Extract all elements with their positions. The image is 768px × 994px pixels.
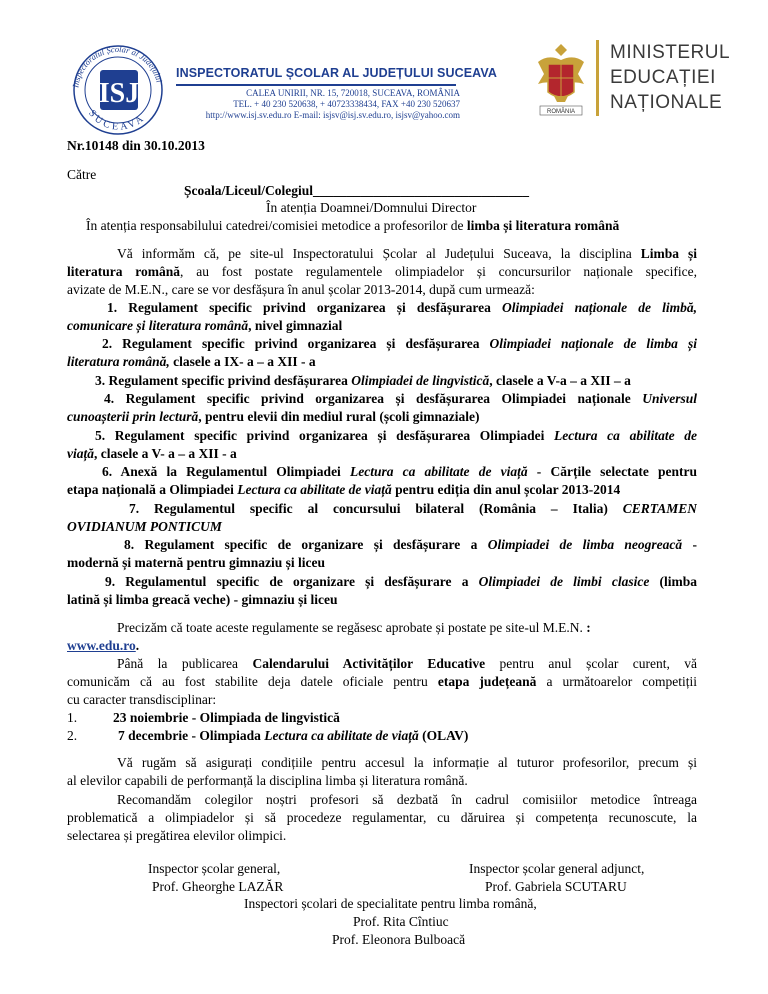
paragraph-line: al elevilor capabili de performanță la disciplina limba și literatura română. <box>67 773 468 788</box>
competition-number: 1. <box>67 710 78 725</box>
recipient-label: Către <box>67 167 97 182</box>
paragraph-line: Recomandăm colegilor noștri profesori să dezbată în cadrul comisiilor metodice întreaga <box>117 792 697 807</box>
header-web: http://www.isj.sv.edu.ro E-mail: isjsv@isj.sv.edu.ro, isjsv@yahoo.com <box>205 110 460 120</box>
paragraph-line: Precizăm că toate aceste regulamente se regăsesc aprobate și postate pe site-ul M.E.N. : <box>117 620 591 635</box>
regulation-item: 2. Regulament specific privind organizarea și desfășurarea Olimpiadei naționale de limba și <box>102 336 697 351</box>
svg-text:Inspectoratul Școlar al Județu: Inspectoratul Școlar al Județului <box>70 43 165 89</box>
signature-left-name: Prof. Gheorghe LAZĂR <box>152 879 284 894</box>
paragraph-line: www.edu.ro. <box>67 638 140 653</box>
regulation-item: literatura română, clasele a IX- a – a XII - a <box>67 354 316 369</box>
svg-text:ROMÂNIA: ROMÂNIA <box>546 109 576 115</box>
ministry-accent-bar <box>596 40 599 116</box>
regulation-item: 9. Regulamentul specific de organizare și desfășurare a Olimpiadei de limbi clasice (limba <box>105 574 697 589</box>
signature-specialty-title: Inspectori școlari de specialitate pentru limba română, <box>244 896 537 911</box>
paragraph-line: comunicăm că au fost stabilite deja datele oficiale pentru etapa județeană a următoarelor competiții <box>67 674 697 689</box>
paragraph-line: selectarea și pregătirea elevilor olimpici. <box>67 828 287 843</box>
signature-left-title: Inspector școlar general, <box>148 861 281 876</box>
header-phone: TEL. + 40 230 520638, + 40723338434, FAX +40 230 520637 <box>233 99 460 109</box>
regulation-item: 7. Regulamentul specific al concursului bilateral (România – Italia) CERTAMEN <box>129 501 697 516</box>
regulation-item: viață, clasele a V- a – a XII - a <box>67 446 237 461</box>
signature-specialty-name: Prof. Rita Cîntiuc <box>353 914 449 929</box>
competition-item: 7 decembrie - Olimpiada Lectura ca abilitate de viață (OLAV) <box>118 728 469 743</box>
paragraph-line: problematică a olimpiadelor și să procedeze regulamentar, cu dăruirea și competența recunoscute, la <box>67 810 697 825</box>
svg-text:ISJ: ISJ <box>98 78 140 109</box>
regulation-item: 3. Regulament specific privind desfășurarea Olimpiadei de lingvistică, clasele a V-a – a XII – a <box>95 373 631 388</box>
regulation-item: 4. Regulament specific privind organizarea și desfășurarea Olimpiadei naționale Universul <box>104 391 697 406</box>
institution-name: INSPECTORATUL ȘCOLAR AL JUDEȚULUI SUCEAVA <box>176 66 498 80</box>
recipient-school: Școala/Liceul/Colegiul________________________________ <box>184 183 530 198</box>
isj-logo <box>66 40 172 136</box>
ministry-name <box>610 40 730 115</box>
paragraph-line: Până la publicarea Calendarului Activităților Educative pentru anul școlar curent, vă <box>117 656 697 671</box>
signature-right-title: Inspector școlar general adjunct, <box>469 861 645 876</box>
header-address: CALEA UNIRII, NR. 15, 720018, SUCEAVA, ROMÂNIA <box>246 88 460 98</box>
document-number: Nr.10148 din 30.10.2013 <box>67 138 205 153</box>
attention-director: În atenția Doamnei/Domnului Director <box>266 200 477 215</box>
ministry-line: EDUCAȚIEI <box>610 67 716 88</box>
attention-responsible: În atenția responsabilului catedrei/comisiei metodice a profesorilor de limba și literatura română <box>86 218 620 233</box>
regulation-item: OVIDIANUM PONTICUM <box>67 519 222 534</box>
regulation-item: latină și limba greacă veche) - gimnaziu și liceu <box>67 592 338 607</box>
regulation-item: 6. Anexă la Regulamentul Olimpiadei Lectura ca abilitate de viață - Cărțile selectate pentru <box>102 464 697 479</box>
regulation-item: comunicare și literatura română, nivel gimnazial <box>67 318 343 333</box>
regulation-item: 5. Regulament specific privind organizarea și desfășurarea Olimpiadei Lectura ca abilitate de <box>95 428 697 443</box>
header-rule <box>176 84 456 86</box>
signature-specialty-name: Prof. Eleonora Bulboacă <box>332 932 466 947</box>
paragraph-line: Vă rugăm să asigurați condițiile pentru accesul la informație al tuturor profesorilor, precum și <box>117 755 697 770</box>
ministry-line: MINISTERUL <box>610 42 731 63</box>
ministry-line: NAȚIONALE <box>610 92 723 113</box>
regulation-item: modernă și maternă pentru gimnaziu și liceu <box>67 555 325 570</box>
romania-crest-icon <box>534 40 588 120</box>
regulation-item: 8. Regulament specific de organizare și desfășurare a Olimpiadei de limba neogreacă - <box>124 537 697 552</box>
intro-line: Vă informăm că, pe site-ul Inspectoratului Școlar al Județului Suceava, la disciplina Limba și <box>117 246 697 261</box>
competition-number: 2. <box>67 728 78 743</box>
svg-text:SUCEAVA: SUCEAVA <box>86 108 148 133</box>
intro-line: avizate de M.E.N., care se vor desfășura în anul școlar 2013-2014, după cum urmează: <box>67 282 535 297</box>
intro-line: literatura română, au fost postate regulamentele olimpiadelor și concursurilor naționale specifice, <box>67 264 697 279</box>
edu-link[interactable]: www.edu.ro <box>67 638 136 653</box>
paragraph-line: cu caracter transdisciplinar: <box>67 692 217 707</box>
regulation-item: 1. Regulament specific privind organizarea și desfășurarea Olimpiadei naționale de limbă, <box>107 300 697 315</box>
signature-right-name: Prof. Gabriela SCUTARU <box>485 879 627 894</box>
regulation-item: cunoașterii prin lectură, pentru elevii din mediul rural (școli gimnaziale) <box>67 409 480 424</box>
regulation-item: etapa națională a Olimpiadei Lectura ca abilitate de viață pentru ediția din anul școlar 2013-2014 <box>67 482 621 497</box>
competition-item: 23 noiembrie - Olimpiada de lingvistică <box>113 710 340 725</box>
